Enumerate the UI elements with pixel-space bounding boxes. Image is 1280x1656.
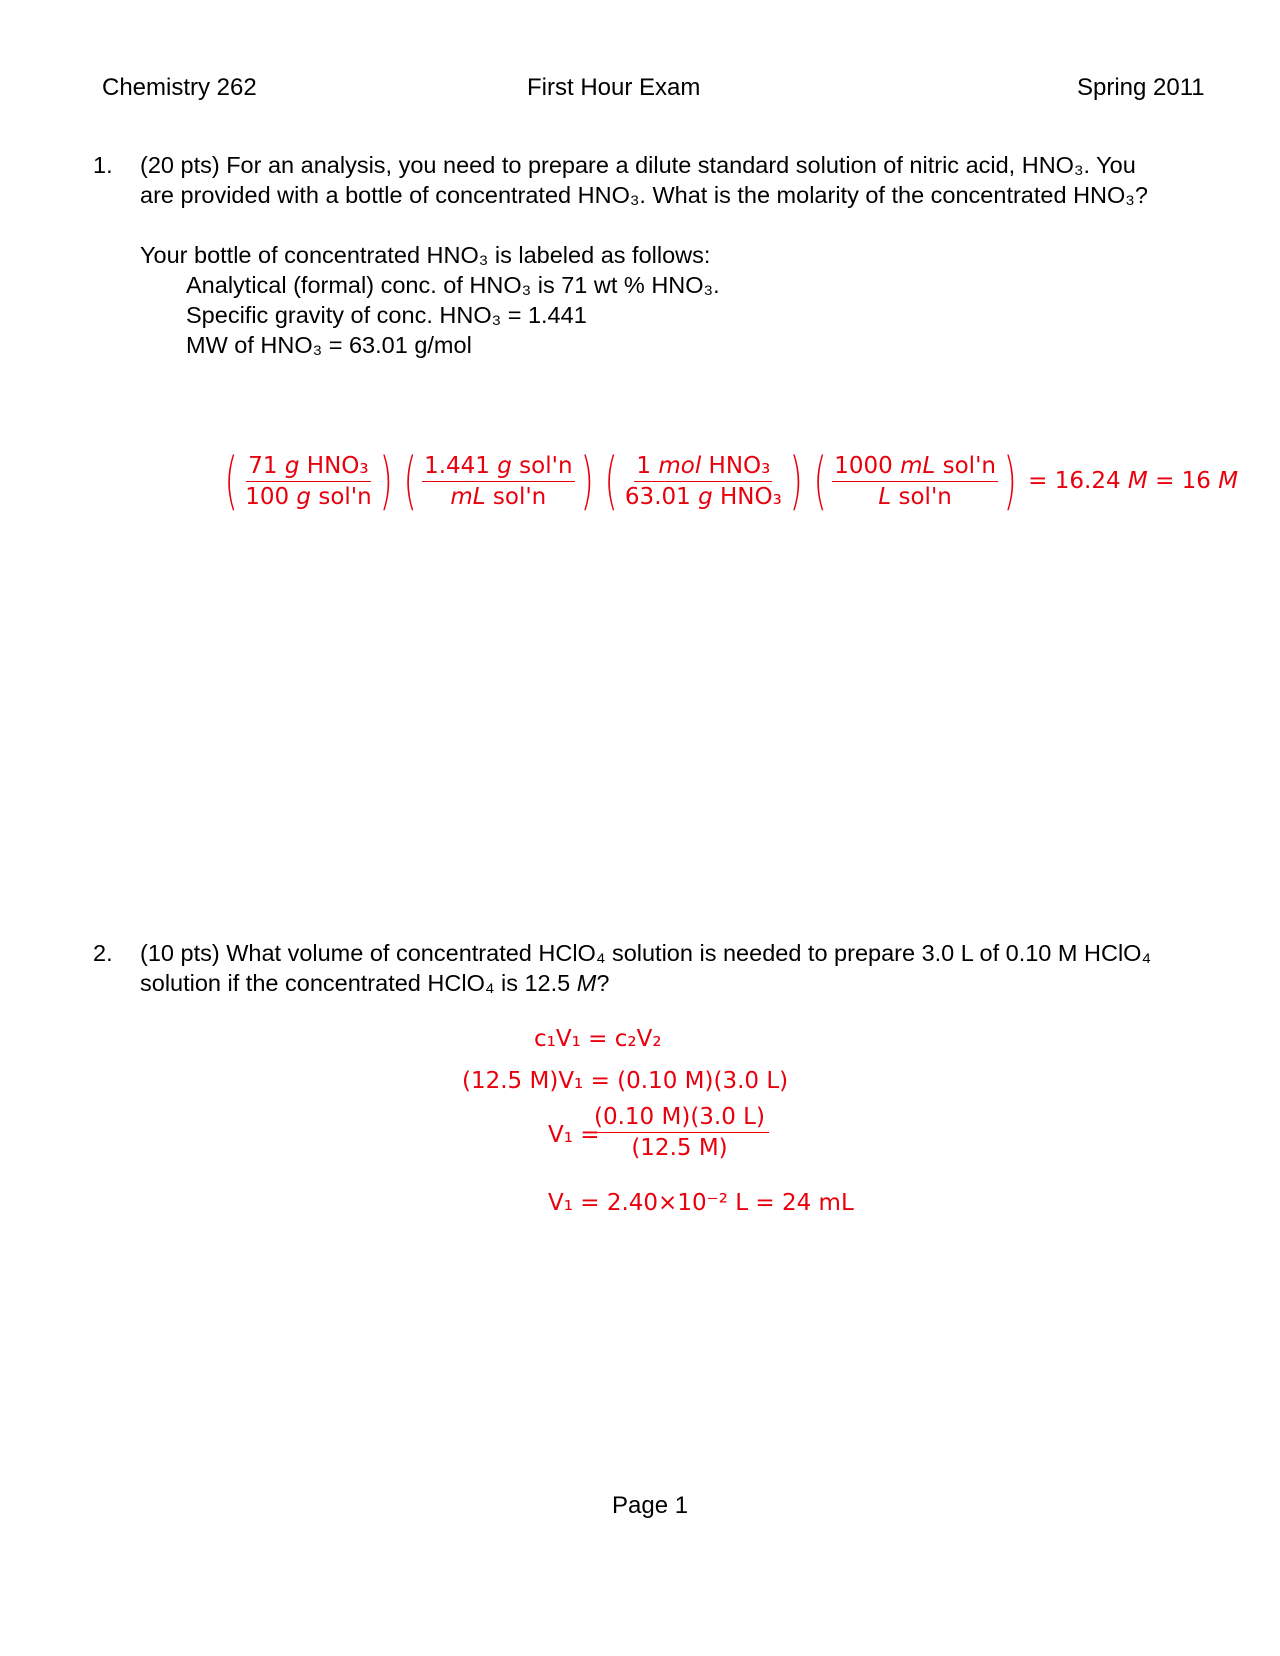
- answer-2-solve-lhs: V₁ =: [548, 1122, 600, 1148]
- course-title: Chemistry 262: [102, 74, 257, 101]
- factor-wt-percent: ( $\frac{\text{71 g HNO₃}}{\text{100 g sol'n}}$ ): [224, 444, 393, 517]
- label-item: MW of HNO₃ = 63.01 g/mol: [186, 332, 472, 358]
- question-text-line: (10 pts) What volume of concentrated HClO₄ solution is needed to prepare 3.0 L of 0.10 M HClO₄: [140, 940, 1152, 966]
- label-intro: Your bottle of concentrated HNO₃ is labeled as follows:: [140, 242, 711, 268]
- answer-1-calculation: [219, 446, 1238, 516]
- label-item: Specific gravity of conc. HNO₃ = 1.441: [186, 302, 587, 328]
- factor-specific-gravity: ( $\frac{\text{1.441 g sol'n}}{\text{mL sol'n}}$ ): [403, 444, 594, 517]
- question-number: 1.: [93, 152, 113, 178]
- factor-molar-mass: ( $\frac{\text{1 mol HNO₃}}{\text{63.01 g HNO₃}}$ ): [604, 444, 803, 517]
- page-number: Page 1: [612, 1492, 689, 1519]
- answer-1-result: = 16.24 M = 16 M: [1028, 468, 1239, 494]
- factor-volume-conversion: ( $\frac{\text{1000 mL sol'n}}{\text{L sol'n}}$ ): [813, 444, 1017, 517]
- exam-title: First Hour Exam: [527, 74, 701, 101]
- question-text-line: solution if the concentrated HClO₄ is 12.5 M?: [140, 970, 610, 996]
- answer-2-substitution: (12.5 M)V₁ = (0.10 M)(3.0 L): [462, 1068, 789, 1094]
- exam-term: Spring 2011: [1077, 74, 1205, 101]
- question-number: 2.: [93, 940, 113, 966]
- question-text-line: (20 pts) For an analysis, you need to prepare a dilute standard solution of nitric acid, HNO₃. You: [140, 152, 1136, 178]
- answer-2-fraction: $\frac{(0.10 M)(3.0 L)}{(12.5 M)}$: [590, 1104, 769, 1161]
- answer-2-result: V₁ = 2.40×10⁻² L = 24 mL: [548, 1190, 854, 1216]
- label-item: Analytical (formal) conc. of HNO₃ is 71 wt % HNO₃.: [186, 272, 720, 298]
- question-text-line: are provided with a bottle of concentrated HNO₃. What is the molarity of the concentrated HNO₃?: [140, 182, 1148, 208]
- answer-2-dilution-equation: c₁V₁ = c₂V₂: [534, 1026, 662, 1052]
